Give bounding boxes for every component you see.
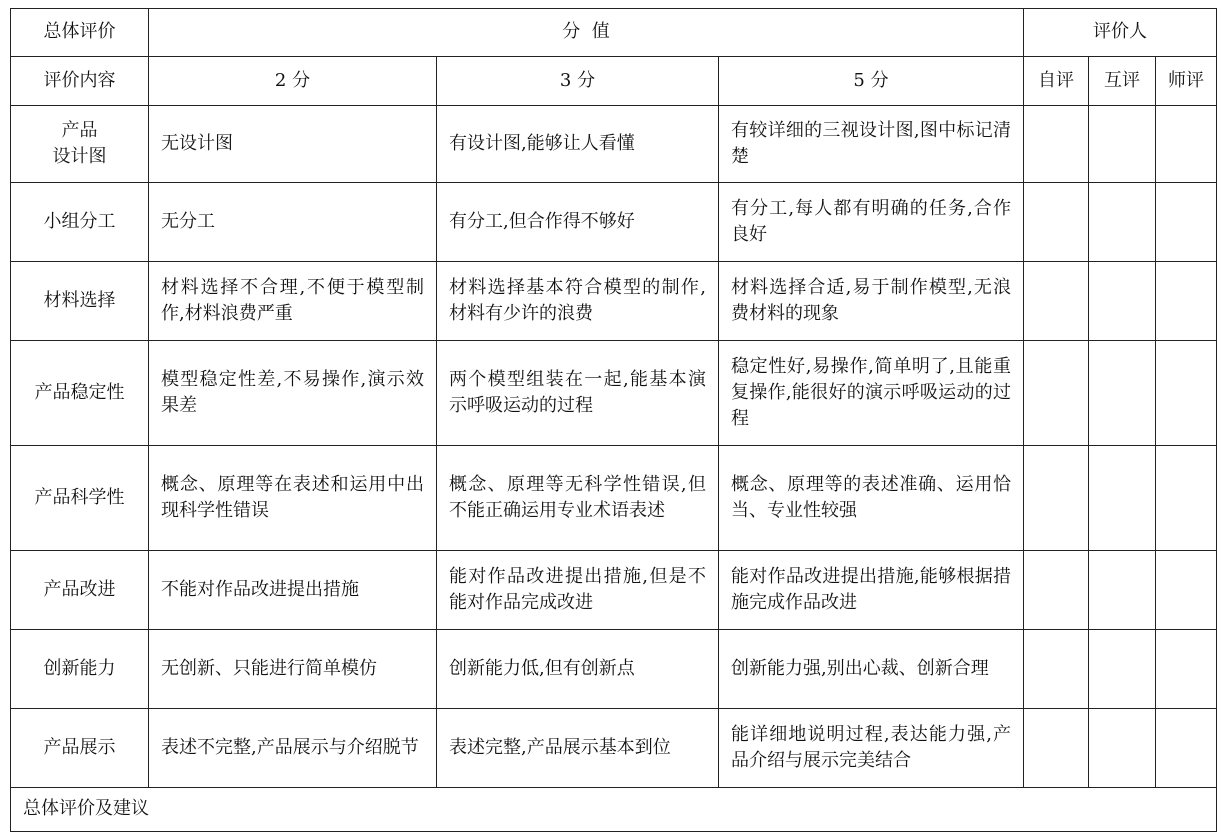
score-2-desc: 模型稳定性差,不易操作,演示效果差	[149, 341, 437, 446]
score-3-desc: 能对作品改进提出措施,但是不能对作品完成改进	[437, 551, 719, 630]
peer-eval-cell[interactable]	[1089, 106, 1156, 183]
teacher-eval-cell[interactable]	[1156, 262, 1217, 341]
criteria-row	[11, 446, 1217, 551]
score-5-desc: 有较详细的三视设计图,图中标记清楚	[719, 106, 1024, 183]
header-score: 分 值	[149, 9, 1024, 57]
score-2-desc: 材料选择不合理,不便于模型制作,材料浪费严重	[149, 262, 437, 341]
score-3-desc: 有设计图,能够让人看懂	[437, 106, 719, 183]
score-3-desc: 两个模型组装在一起,能基本演示呼吸运动的过程	[437, 341, 719, 446]
criteria-name: 创新能力	[11, 630, 149, 709]
criteria-row	[11, 630, 1217, 709]
score-5-desc: 有分工,每人都有明确的任务,合作良好	[719, 183, 1024, 262]
teacher-eval-cell[interactable]	[1156, 630, 1217, 709]
self-eval-cell[interactable]	[1024, 630, 1089, 709]
subheader-score-2: 2 分	[149, 57, 437, 106]
header-evaluator: 评价人	[1024, 9, 1217, 57]
header-overall: 总体评价	[11, 9, 149, 57]
criteria-row	[11, 551, 1217, 630]
score-3-desc: 表述完整,产品展示基本到位	[437, 709, 719, 788]
criteria-row	[11, 709, 1217, 788]
peer-eval-cell[interactable]	[1089, 341, 1156, 446]
criteria-row	[11, 183, 1217, 262]
subheader-score-3: 3 分	[437, 57, 719, 106]
score-2-desc: 无创新、只能进行简单模仿	[149, 630, 437, 709]
peer-eval-cell[interactable]	[1089, 709, 1156, 788]
teacher-eval-cell[interactable]	[1156, 709, 1217, 788]
criteria-row	[11, 262, 1217, 341]
self-eval-cell[interactable]	[1024, 341, 1089, 446]
score-2-desc: 表述不完整,产品展示与介绍脱节	[149, 709, 437, 788]
peer-eval-cell[interactable]	[1089, 262, 1156, 341]
teacher-eval-cell[interactable]	[1156, 551, 1217, 630]
teacher-eval-cell[interactable]	[1156, 183, 1217, 262]
peer-eval-cell[interactable]	[1089, 446, 1156, 551]
criteria-name: 材料选择	[11, 262, 149, 341]
score-2-desc: 无分工	[149, 183, 437, 262]
self-eval-cell[interactable]	[1024, 709, 1089, 788]
criteria-name: 产品 设计图	[11, 106, 149, 183]
score-5-desc: 能对作品改进提出措施,能够根据措施完成作品改进	[719, 551, 1024, 630]
self-eval-cell[interactable]	[1024, 183, 1089, 262]
footer-overall-suggestions: 总体评价及建议	[11, 788, 1217, 832]
score-3-desc: 创新能力低,但有创新点	[437, 630, 719, 709]
teacher-eval-cell[interactable]	[1156, 341, 1217, 446]
teacher-eval-cell[interactable]	[1156, 106, 1217, 183]
teacher-eval-cell[interactable]	[1156, 446, 1217, 551]
subheader-peer: 互评	[1089, 57, 1156, 106]
score-5-desc: 稳定性好,易操作,简单明了,且能重复操作,能很好的演示呼吸运动的过程	[719, 341, 1024, 446]
criteria-rows	[11, 106, 1217, 788]
score-2-desc: 概念、原理等在表述和运用中出现科学性错误	[149, 446, 437, 551]
score-3-desc: 概念、原理等无科学性错误,但不能正确运用专业术语表述	[437, 446, 719, 551]
score-2-desc: 不能对作品改进提出措施	[149, 551, 437, 630]
criteria-name: 产品稳定性	[11, 341, 149, 446]
self-eval-cell[interactable]	[1024, 262, 1089, 341]
peer-eval-cell[interactable]	[1089, 551, 1156, 630]
score-2-desc: 无设计图	[149, 106, 437, 183]
score-5-desc: 材料选择合适,易于制作模型,无浪费材料的现象	[719, 262, 1024, 341]
self-eval-cell[interactable]	[1024, 551, 1089, 630]
subheader-row	[11, 57, 1217, 106]
self-eval-cell[interactable]	[1024, 106, 1089, 183]
criteria-name: 产品改进	[11, 551, 149, 630]
score-3-desc: 材料选择基本符合模型的制作,材料有少许的浪费	[437, 262, 719, 341]
subheader-score-5: 5 分	[719, 57, 1024, 106]
header-row	[11, 9, 1217, 57]
score-3-desc: 有分工,但合作得不够好	[437, 183, 719, 262]
score-5-desc: 能详细地说明过程,表达能力强,产品介绍与展示完美结合	[719, 709, 1024, 788]
evaluation-table	[10, 8, 1217, 832]
subheader-teacher: 师评	[1156, 57, 1217, 106]
subheader-content: 评价内容	[11, 57, 149, 106]
score-5-desc: 概念、原理等的表述准确、运用恰当、专业性较强	[719, 446, 1024, 551]
criteria-name: 产品展示	[11, 709, 149, 788]
criteria-name: 小组分工	[11, 183, 149, 262]
score-5-desc: 创新能力强,别出心裁、创新合理	[719, 630, 1024, 709]
peer-eval-cell[interactable]	[1089, 630, 1156, 709]
footer-row	[11, 788, 1217, 832]
criteria-row	[11, 341, 1217, 446]
criteria-row	[11, 106, 1217, 183]
subheader-self: 自评	[1024, 57, 1089, 106]
self-eval-cell[interactable]	[1024, 446, 1089, 551]
peer-eval-cell[interactable]	[1089, 183, 1156, 262]
criteria-name: 产品科学性	[11, 446, 149, 551]
